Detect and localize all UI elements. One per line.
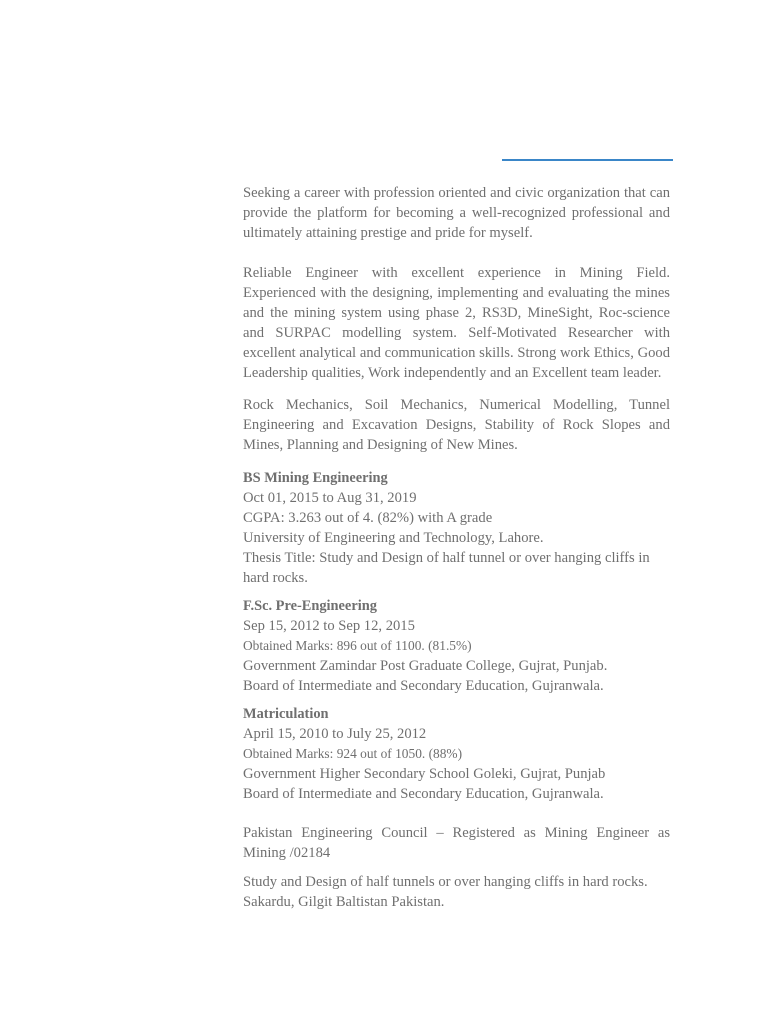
degree-institution: Government Zamindar Post Graduate College, Gujrat, Punjab. — [243, 658, 608, 674]
project-entry — [243, 872, 670, 912]
profile-summary-text: Reliable Engineer with excellent experience in Mining Field. Experienced with the designing, implementing and evaluating the mines and the mining system using phase 2, RS3D, MineSight, Roc-science and SURPAC modelling system. Self-Motivated Researcher with excellent analytical and communication skills. Strong work Ethics, Good Leadership qualities, Work independently and an Excellent team leader. — [243, 265, 670, 381]
degree-institution: University of Engineering and Technology, Lahore. — [243, 530, 544, 546]
degree-dates: Oct 01, 2015 to Aug 31, 2019 — [243, 490, 417, 506]
degree-institution: Government Higher Secondary School Goleki, Gujrat, Punjab — [243, 766, 606, 782]
degree-result: CGPA: 3.263 out of 4. (82%) with A grade — [243, 510, 493, 526]
degree-result: Obtained Marks: 924 out of 1050. (88%) — [243, 746, 463, 761]
header-divider-line — [502, 159, 673, 161]
degree-board: Board of Intermediate and Secondary Education, Gujranwala. — [243, 786, 604, 802]
degree-title: Matriculation — [243, 706, 329, 722]
degree-title: BS Mining Engineering — [243, 470, 388, 486]
education-entry-bs — [243, 468, 670, 588]
degree-dates: Sep 15, 2012 to Sep 12, 2015 — [243, 618, 415, 634]
project-location: Sakardu, Gilgit Baltistan Pakistan. — [243, 894, 445, 910]
degree-title: F.Sc. Pre-Engineering — [243, 598, 377, 614]
degree-thesis: Thesis Title: Study and Design of half tunnel or over hanging cliffs in hard rocks. — [243, 550, 650, 586]
professional-registration-text: Pakistan Engineering Council – Registered as Mining Engineer as Mining /02184 — [243, 825, 670, 861]
degree-board: Board of Intermediate and Secondary Education, Gujranwala. — [243, 678, 604, 694]
resume-body — [243, 181, 670, 912]
degree-result: Obtained Marks: 896 out of 1100. (81.5%) — [243, 638, 472, 653]
degree-dates: April 15, 2010 to July 25, 2012 — [243, 726, 427, 742]
education-entry-matric — [243, 704, 670, 804]
skills-text: Rock Mechanics, Soil Mechanics, Numerical Modelling, Tunnel Engineering and Excavation Designs, Stability of Rock Slopes and Mines, Planning and Designing of New Mines. — [243, 397, 670, 453]
education-entry-fsc — [243, 596, 670, 696]
career-objective-text: Seeking a career with profession oriented and civic organization that can provide the platform for becoming a well-recognized professional and ultimately attaining prestige and pride for myself. — [243, 185, 670, 241]
project-title: Study and Design of half tunnels or over hanging cliffs in hard rocks. — [243, 874, 648, 890]
